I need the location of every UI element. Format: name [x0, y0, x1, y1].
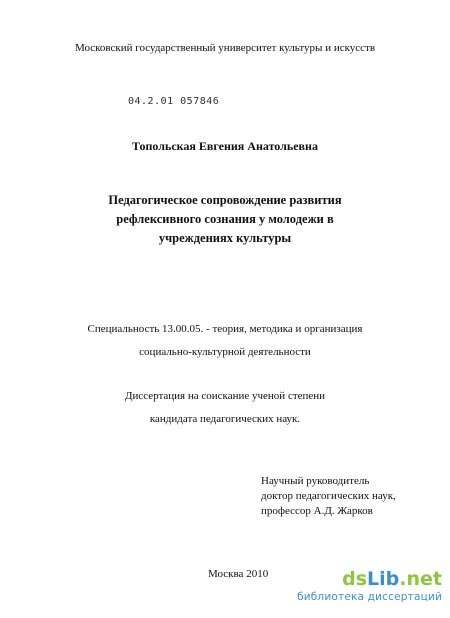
- specialty-line-1: Специальность 13.00.05. - теория, методика и организация: [87, 323, 363, 335]
- degree-block: [0, 385, 450, 431]
- library-stamp-number: 04.2.01 057846: [128, 96, 220, 107]
- title-line-2: рефлексивного сознания у молодежи в: [116, 212, 334, 226]
- logo-net: .net: [399, 568, 442, 590]
- degree-line-1: Диссертация на соискание ученой степени: [124, 390, 326, 402]
- title-line-1: Педагогическое сопровождение развития: [108, 193, 342, 207]
- author-name: Топольская Евгения Анатольевна: [132, 139, 318, 153]
- supervisor-block: [261, 474, 396, 519]
- logo-lib: Lib: [367, 568, 400, 590]
- city-year: Москва 2010: [208, 568, 269, 580]
- watermark-subtitle: библиотека диссертаций: [297, 591, 442, 603]
- logo-ds: ds: [342, 568, 368, 590]
- supervisor-line-3: профессор А.Д. Жарков: [261, 505, 373, 517]
- title-line-3: учреждениях культуры: [158, 231, 292, 245]
- dslib-logo: [297, 568, 442, 590]
- university-name: Московский государственный университет культуры и искусств: [74, 42, 376, 54]
- specialty-line-2: социально-культурной деятельности: [139, 346, 311, 358]
- dissertation-title: [0, 191, 450, 248]
- specialty-block: [0, 318, 450, 364]
- dslib-watermark[interactable]: [297, 568, 442, 603]
- supervisor-line-1: Научный руководитель: [261, 475, 370, 487]
- supervisor-line-2: доктор педагогических наук,: [261, 490, 396, 502]
- degree-line-2: кандидата педагогических наук.: [149, 413, 301, 425]
